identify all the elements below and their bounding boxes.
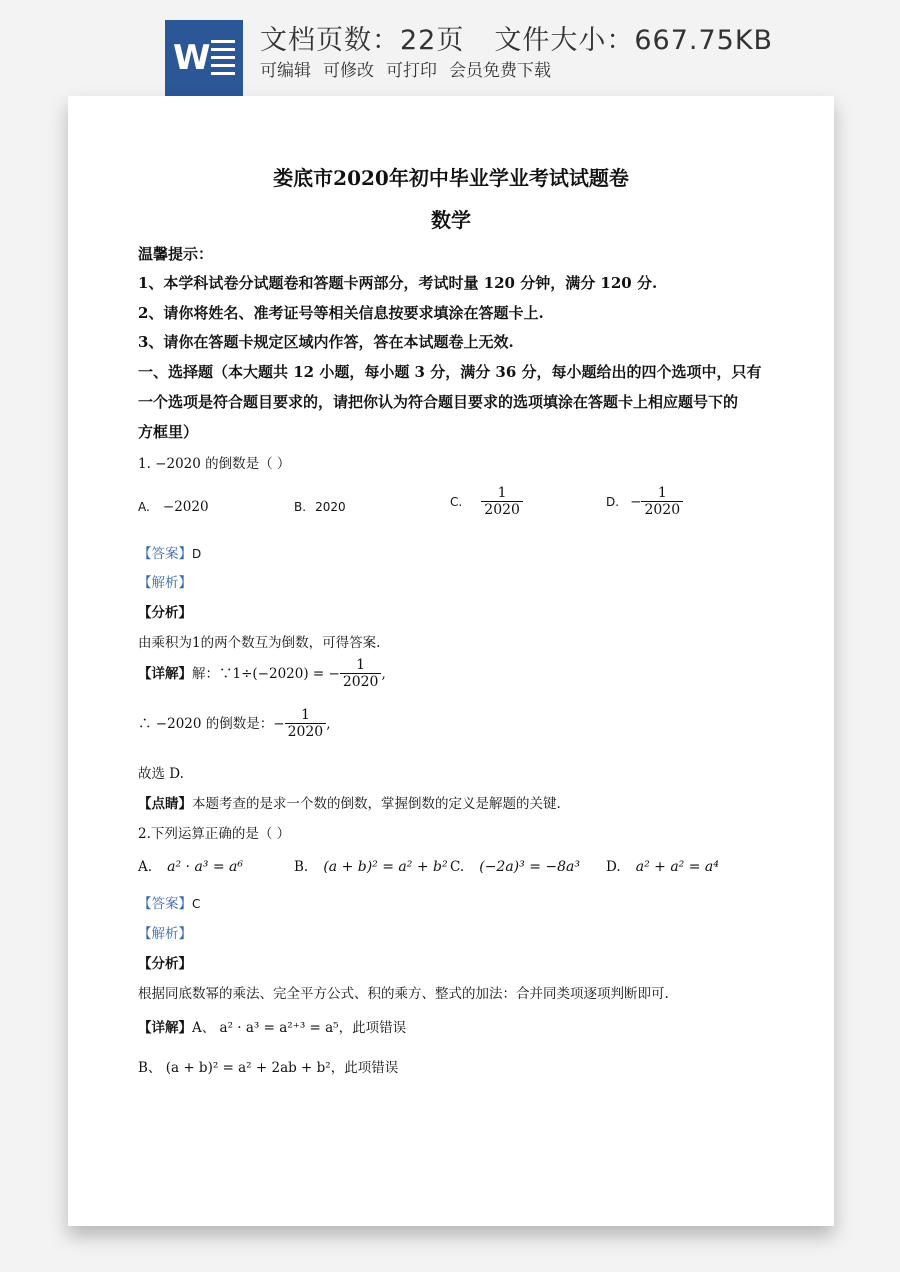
q1-fenxi: 由乘积为1的两个数互为倒数，可得答案. [138,635,381,651]
q2-option-a: A. a² · a³ = a⁶ [138,859,243,875]
question-2-stem: 2.下列运算正确的是（ ） [138,826,291,842]
q2-option-b: B. (a + b)² = a² + b² [294,859,448,875]
q2-detail-a: 【详解】A、 a² · a³ = a²⁺³ = a⁵，此项错误 [138,1020,407,1036]
q1-detail: 【详解】解：∵1÷(−2020) = − $\frac{1}{2020}$ , [138,657,386,691]
q1-dianjing: 【点睛】本题考查的是求一个数的倒数，掌握倒数的定义是解题的关键. [138,796,561,812]
feature-list [260,56,551,81]
q1-option-b: B. 2020 [294,500,346,514]
section-instructions-line-3: 方框里） [138,423,199,441]
exam-title: 娄底市2020年初中毕业学业考试试题卷 [273,166,629,190]
document-page [68,96,834,1226]
feature-modifiable: 可修改 [323,61,374,81]
q1-therefore: ∴ −2020 的倒数是：− $\frac{1}{2020}$ , [138,707,331,741]
q1-analysis-tag: 【解析】 [138,575,192,591]
q1-option-a: A. −2020 [138,499,209,515]
tip-1: 1、本学科试卷分试题卷和答题卡两部分，考试时量 120 分钟，满分 120 分. [138,274,658,292]
exam-subject: 数学 [431,208,471,232]
q1-option-c: C. $\frac{1}{2020}$ [450,485,523,518]
q2-answer: 【答案】C [138,896,201,912]
q1-answer: 【答案】D [138,546,202,562]
tips-heading: 温馨提示： [138,245,214,263]
section-instructions-line-2: 一个选项是符合题目要求的，请把你认为符合题目要求的选项填涂在答题卡上相应题号下的 [138,393,739,411]
q2-detail-b: B、 (a + b)² = a² + 2ab + b²，此项错误 [138,1060,399,1076]
q1-fenxi-tag: 【分析】 [138,605,192,621]
q2-option-d: D. a² + a² = a⁴ [606,859,719,875]
file-info [260,18,773,57]
q1-option-d: D. − $\frac{1}{2020}$ [606,485,683,518]
section-instructions-line-1: 一、选择题（本大题共 12 小题，每小题 3 分，满分 36 分，每小题给出的四个选项中，只有 [138,363,762,381]
q2-fenxi-tag: 【分析】 [138,956,192,972]
q2-analysis-tag: 【解析】 [138,926,192,942]
q1-choose: 故选 D. [138,766,184,782]
feature-free-download: 会员免费下载 [449,61,551,81]
file-size: 文件大小：667.75KB [494,25,774,56]
question-1-stem: 1. −2020 的倒数是（ ） [138,456,291,472]
tip-3: 3、请你在答题卡规定区域内作答，答在本试题卷上无效. [138,333,514,351]
q2-fenxi: 根据同底数幂的乘法、完全平方公式、积的乘方、整式的加法：合并同类项逐项判断即可. [138,986,669,1002]
feature-editable: 可编辑 [260,61,311,81]
feature-printable: 可打印 [386,61,437,81]
page-count: 文档页数：22页 [260,25,465,56]
download-banner [0,0,900,96]
tip-2: 2、请你将姓名、准考证号等相关信息按要求填涂在答题卡上. [138,304,544,322]
q2-option-c: C. (−2a)³ = −8a³ [450,859,580,875]
word-logo-letter: W [173,38,211,78]
word-document-icon [165,20,243,96]
